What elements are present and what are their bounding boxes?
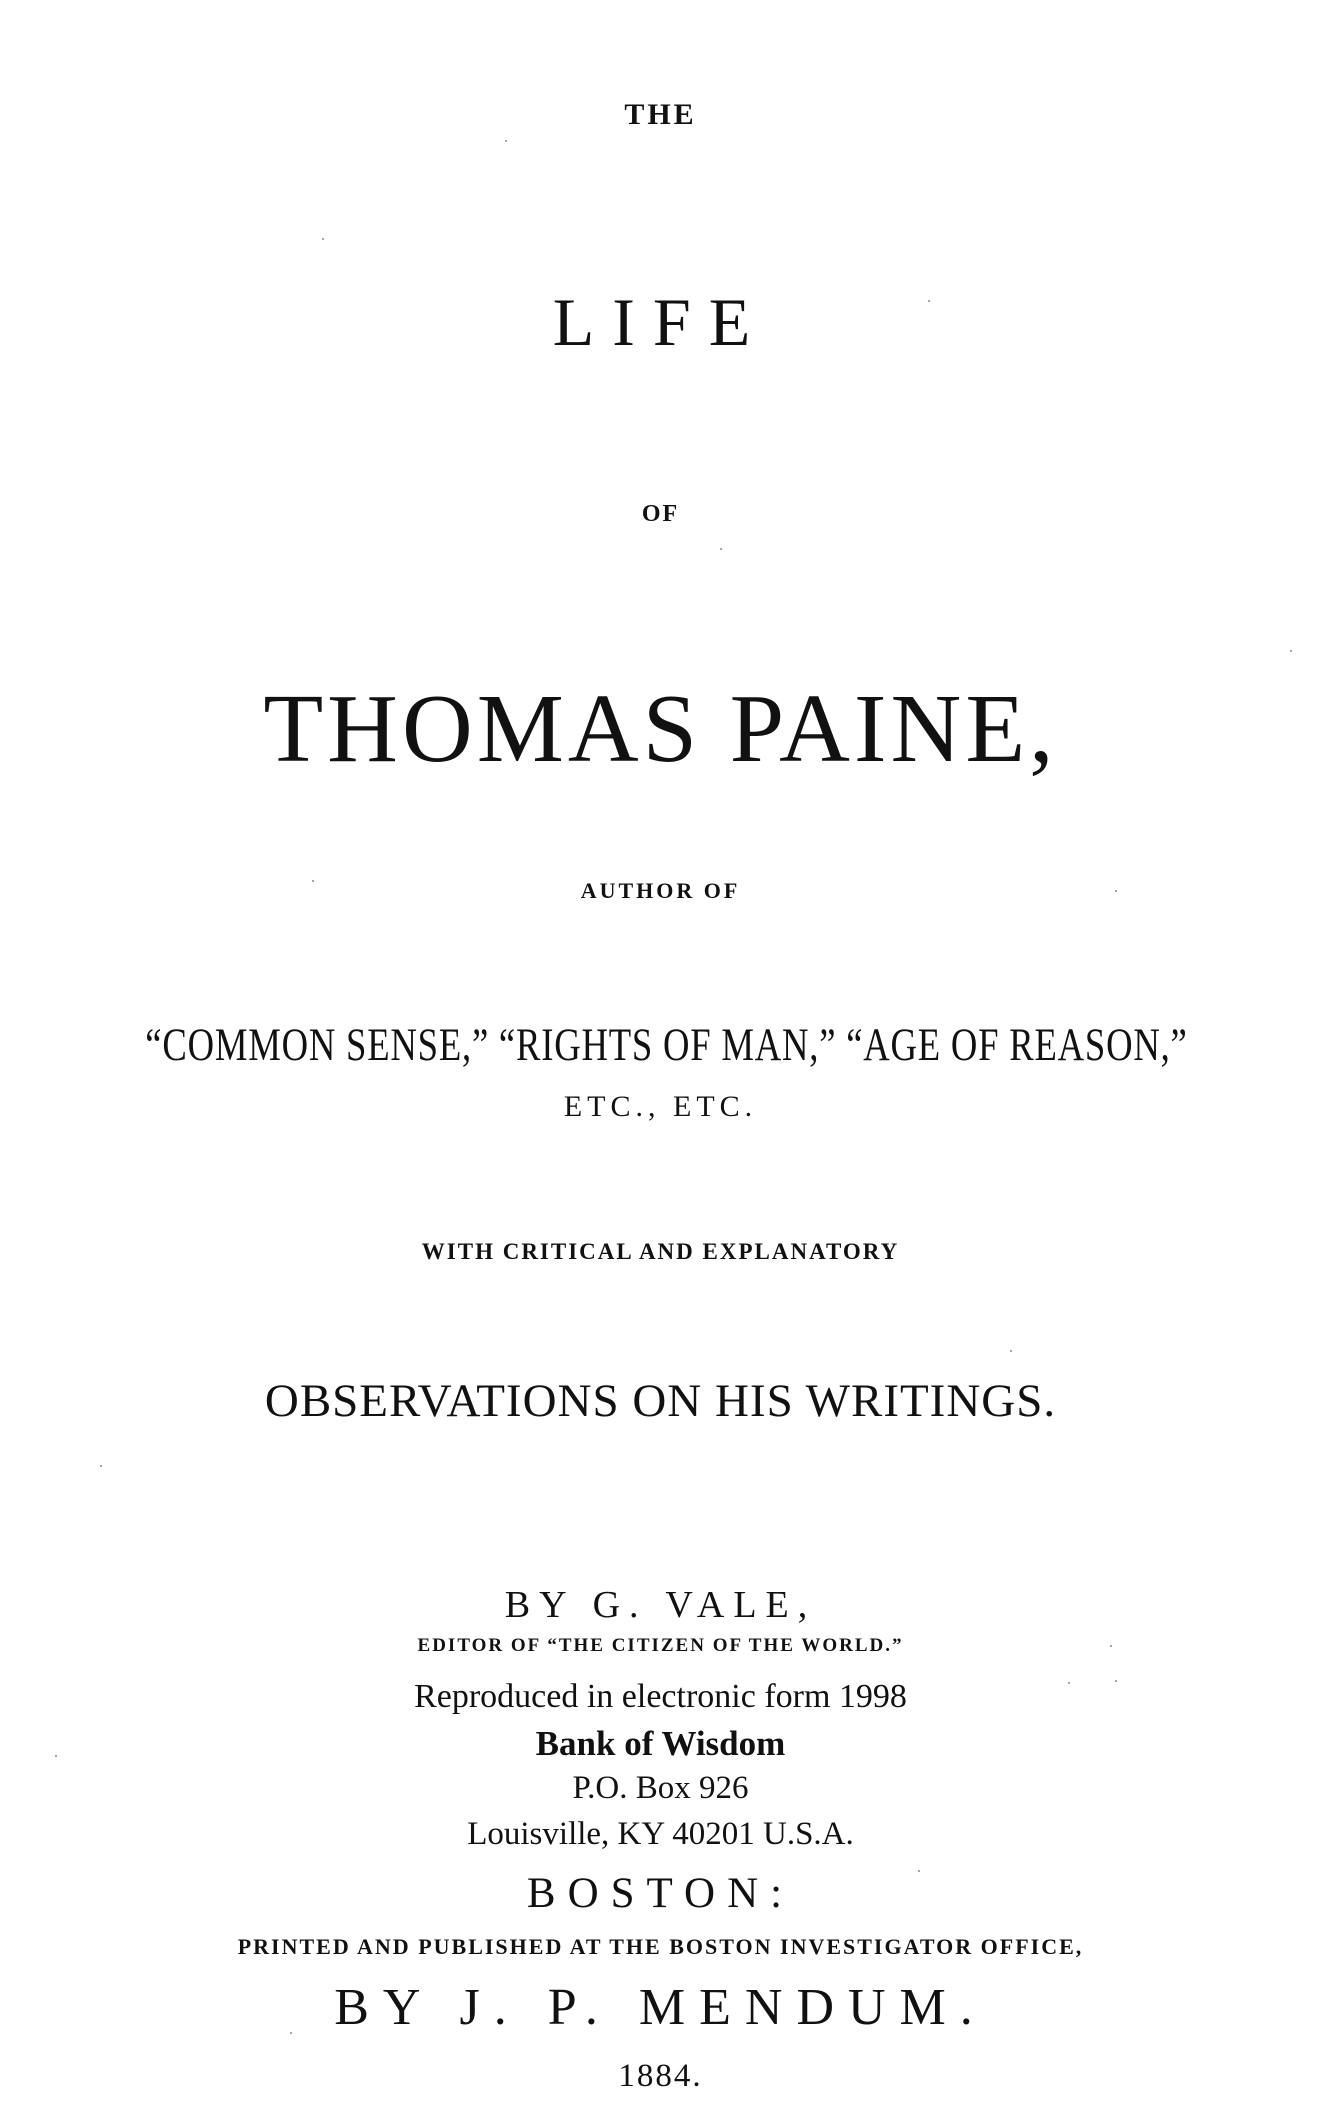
author-of-label: AUTHOR OF	[580, 878, 741, 903]
publisher-city: Louisville, KY 40201 U.S.A.	[467, 1816, 854, 1852]
publisher-po-box: P.O. Box 926	[572, 1770, 749, 1806]
publisher-name: Bank of Wisdom	[535, 1724, 786, 1763]
observations-heading: OBSERVATIONS ON HIS WRITINGS.	[264, 1375, 1057, 1427]
title-life: LIFE	[552, 284, 769, 360]
imprint-printed-line: PRINTED AND PUBLISHED AT THE BOSTON INVESTIGATOR OFFICE,	[237, 1934, 1084, 1959]
imprint-place: BOSTON:	[526, 1870, 795, 1917]
with-critical-label: WITH CRITICAL AND EXPLANATORY	[421, 1239, 900, 1264]
works-list: “COMMON SENSE,” “RIGHTS OF MAN,” “AGE OF REASON,”	[145, 1019, 1188, 1071]
works-etc: ETC., ETC.	[563, 1090, 758, 1123]
reproduction-note: Reproduced in electronic form 1998	[414, 1678, 907, 1715]
title-article: THE	[624, 98, 697, 131]
title-of: OF	[641, 501, 680, 527]
byline: BY G. VALE,	[504, 1584, 817, 1626]
title-subject: THOMAS PAINE,	[263, 675, 1058, 783]
editor-credit: EDITOR OF “THE CITIZEN OF THE WORLD.”	[417, 1635, 904, 1656]
imprint-printer: BY J. P. MENDUM.	[334, 1979, 987, 2036]
imprint-year: 1884.	[618, 2058, 703, 2094]
